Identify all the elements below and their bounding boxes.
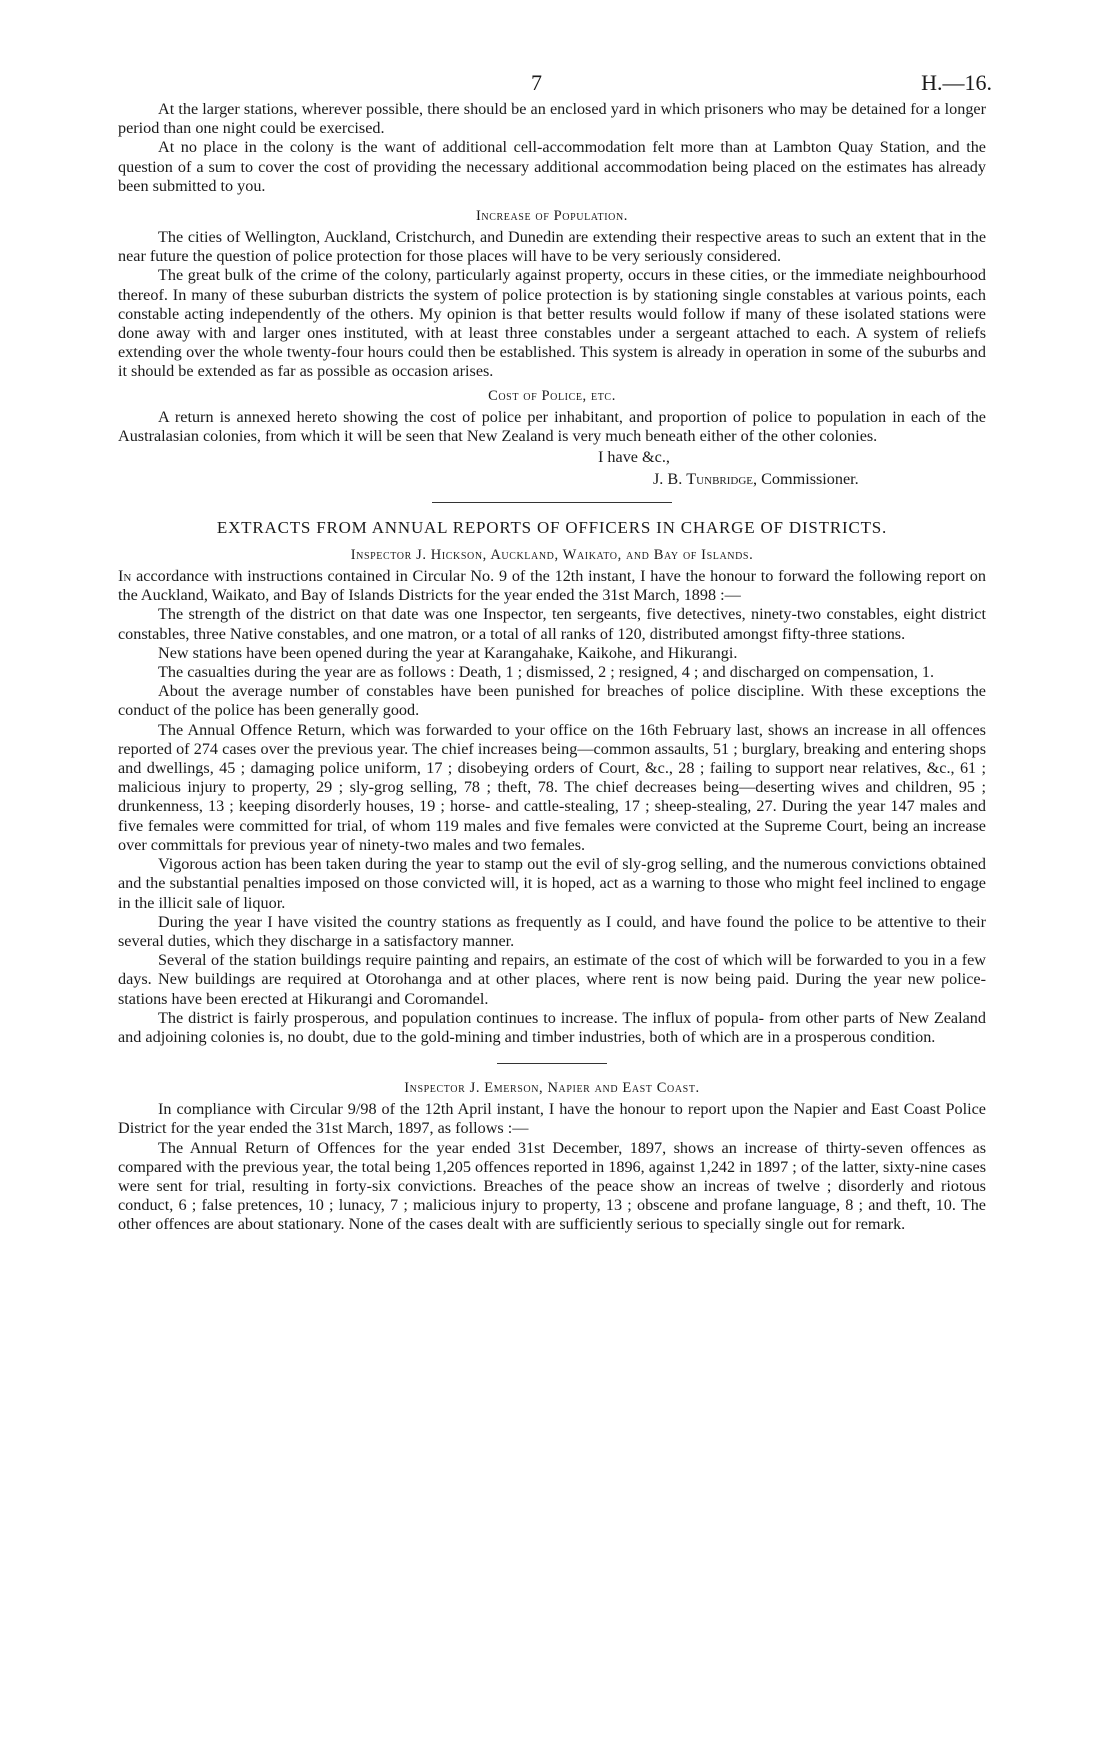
section-heading: Inspector J. Hickson, Auckland, Waikato, and Bay of Islands. [350,547,754,564]
paragraph: About the average number of constables have been punished for breaches of police discipline. With these exceptions the conduct of the police has been generally good. [118,682,986,720]
paragraph: The strength of the district on that date was one Inspector, ten sergeants, five detectives, ninety-two constables, eight district constables, three Native constables, and one matron, or a total of all ranks of 120, distributed amongst fifty-three stations. [118,605,986,643]
signature-closing: I have &c., [598,448,670,467]
paragraph: Several of the station buildings require painting and repairs, an estimate of the cost of which will be forwarded to you in a few days. New buildings are required at Otorohanga and at other places, where rent is now being paid. During the year new police-stations have been erected at Hikurangi and Coromandel. [118,951,986,1008]
signature-surname: Tunbridge [686,470,754,489]
paragraph: Vigorous action has been taken during the year to stamp out the evil of sly-grog selling, and the numerous convictions obtained and the substantial penalties imposed on those convicted will, it is hoped, act as a warning to those who might feel inclined to engage in the illicit sale of liquor. [118,855,986,912]
paragraph: The district is fairly prosperous, and population continues to increase. The influx of popula- from other parts of New Zealand and adjoining colonies is, no doubt, due to the gold-mining and timber industries, both of which are in a prosperous condition. [118,1008,986,1046]
paragraph: The Annual Return of Offences for the year ended 31st December, 1897, shows an increase of thirty-seven offences as compared with the previous year, the total being 1,205 offences reported in 1896, against 1,242 in 1897 ; of the latter, sixty-nine cases were sent for trial, resulting in forty-six convictions. Breaches of the peace show an increas of twelve ; disorderly and riotous conduct, 6 ; false pretences, 10 ; lunacy, 7 ; malicious injury to property, 13 ; obscene and profane language, 8 ; and theft, 10. The other offences are about stationary. None of the cases dealt with are sufficiently serious to specially single out for remark. [118,1138,986,1234]
paragraph: The Annual Offence Return, which was forwarded to your office on the 16th February last, shows an increase in all offences reported of 274 cases over the previous year. The chief increases being—common assaults, 51 ; burglary, breaking and entering shops and dwellings, 45 ; damaging police uniform, 17 ; disobeying orders of Court, &c., 28 ; failing to support near relatives, &c., 61 ; malicious injury to property, 29 ; sly-grog selling, 78 ; theft, 78. The chief decreases being—deserting wives and children, 95 ; drunkenness, 13 ; keeping disorderly houses, 19 ; horse- and cattle-stealing, 17 ; sheep-stealing, 27. During the year 147 males and five females were committed for trial, of whom 119 males and five females were convicted at the Supreme Court, being an increase over committals for previous year of ninety-two males and two females. [118,720,986,854]
paragraph: During the year I have visited the country stations as frequently as I could, and have found the police to be attentive to their several duties, which they discharge in a satisfactory manner. [118,912,986,950]
paragraph: The cities of Wellington, Auckland, Cristchurch, and Dunedin are extending their respective areas to such an extent that in the near future the question of police protection for those places will have to be very seriously considered. [118,228,986,266]
section-heading: Cost of Police, etc. [488,387,616,404]
paragraph: New stations have been opened during the year at Karangahake, Kaikohe, and Hikurangi. [158,643,738,662]
paragraph: A return is annexed hereto showing the cost of police per inhabitant, and proportion of police to population in each of the Australasian colonies, from which it will be seen that New Zealand is very much beneath either of the other colonies. [118,407,986,445]
paragraph: The casualties during the year are as follows : Death, 1 ; dismissed, 2 ; resigned, 4 ; and discharged on compensation, 1. [158,663,935,682]
extracts-title: EXTRACTS FROM ANNUAL REPORTS OF OFFICERS IN CHARGE OF DISTRICTS. [216,518,888,538]
divider [497,1063,607,1064]
paragraph: At the larger stations, wherever possible, there should be an enclosed yard in which prisoners who may be detained for a longer period than one night could be exercised. [118,100,986,138]
section-heading: Increase of Population. [475,208,629,225]
paragraph: In accordance with instructions contained in Circular No. 9 of the 12th instant, I have the honour to forward the following report on the Auckland, Waikato, and Bay of Islands Districts for the year ended the 31st March, 1898 :— [118,567,986,605]
document-page [118,62,992,1235]
page-number: 7 [531,70,542,95]
document-reference: H.—16. [921,70,992,95]
paragraph: The great bulk of the crime of the colony, particularly against property, occurs in these cities, or the immediate neighbourhood thereof. In many of these suburban districts the system of police protection is by stationing single constables at various points, each constable acting independently of the others. My opinion is that better results would follow if many of these isolated stations were done away with and larger ones instituted, with at least three constables under a sergeant attached to each. A system of reliefs extending over the whole twenty-four hours could then be established. This system is already in operation in some of the suburbs and it should be extended as far as possible as occasion arises. [118,266,986,381]
section-heading: Inspector J. Emerson, Napier and East Coast. [404,1080,700,1097]
signature-name: J. B. Tunbridge, Commissioner. [653,470,859,489]
divider [432,502,672,503]
paragraph: At no place in the colony is the want of additional cell-accommodation felt more than at Lambton Quay Station, and the question of a sum to cover the cost of providing the necessary additional accommodation being placed on the estimates has already been submitted to you. [118,138,986,195]
paragraph: In compliance with Circular 9/98 of the 12th April instant, I have the honour to report upon the Napier and East Coast Police District for the year ended the 31st March, 1897, as follows :— [118,1100,986,1138]
page-header [118,62,992,100]
